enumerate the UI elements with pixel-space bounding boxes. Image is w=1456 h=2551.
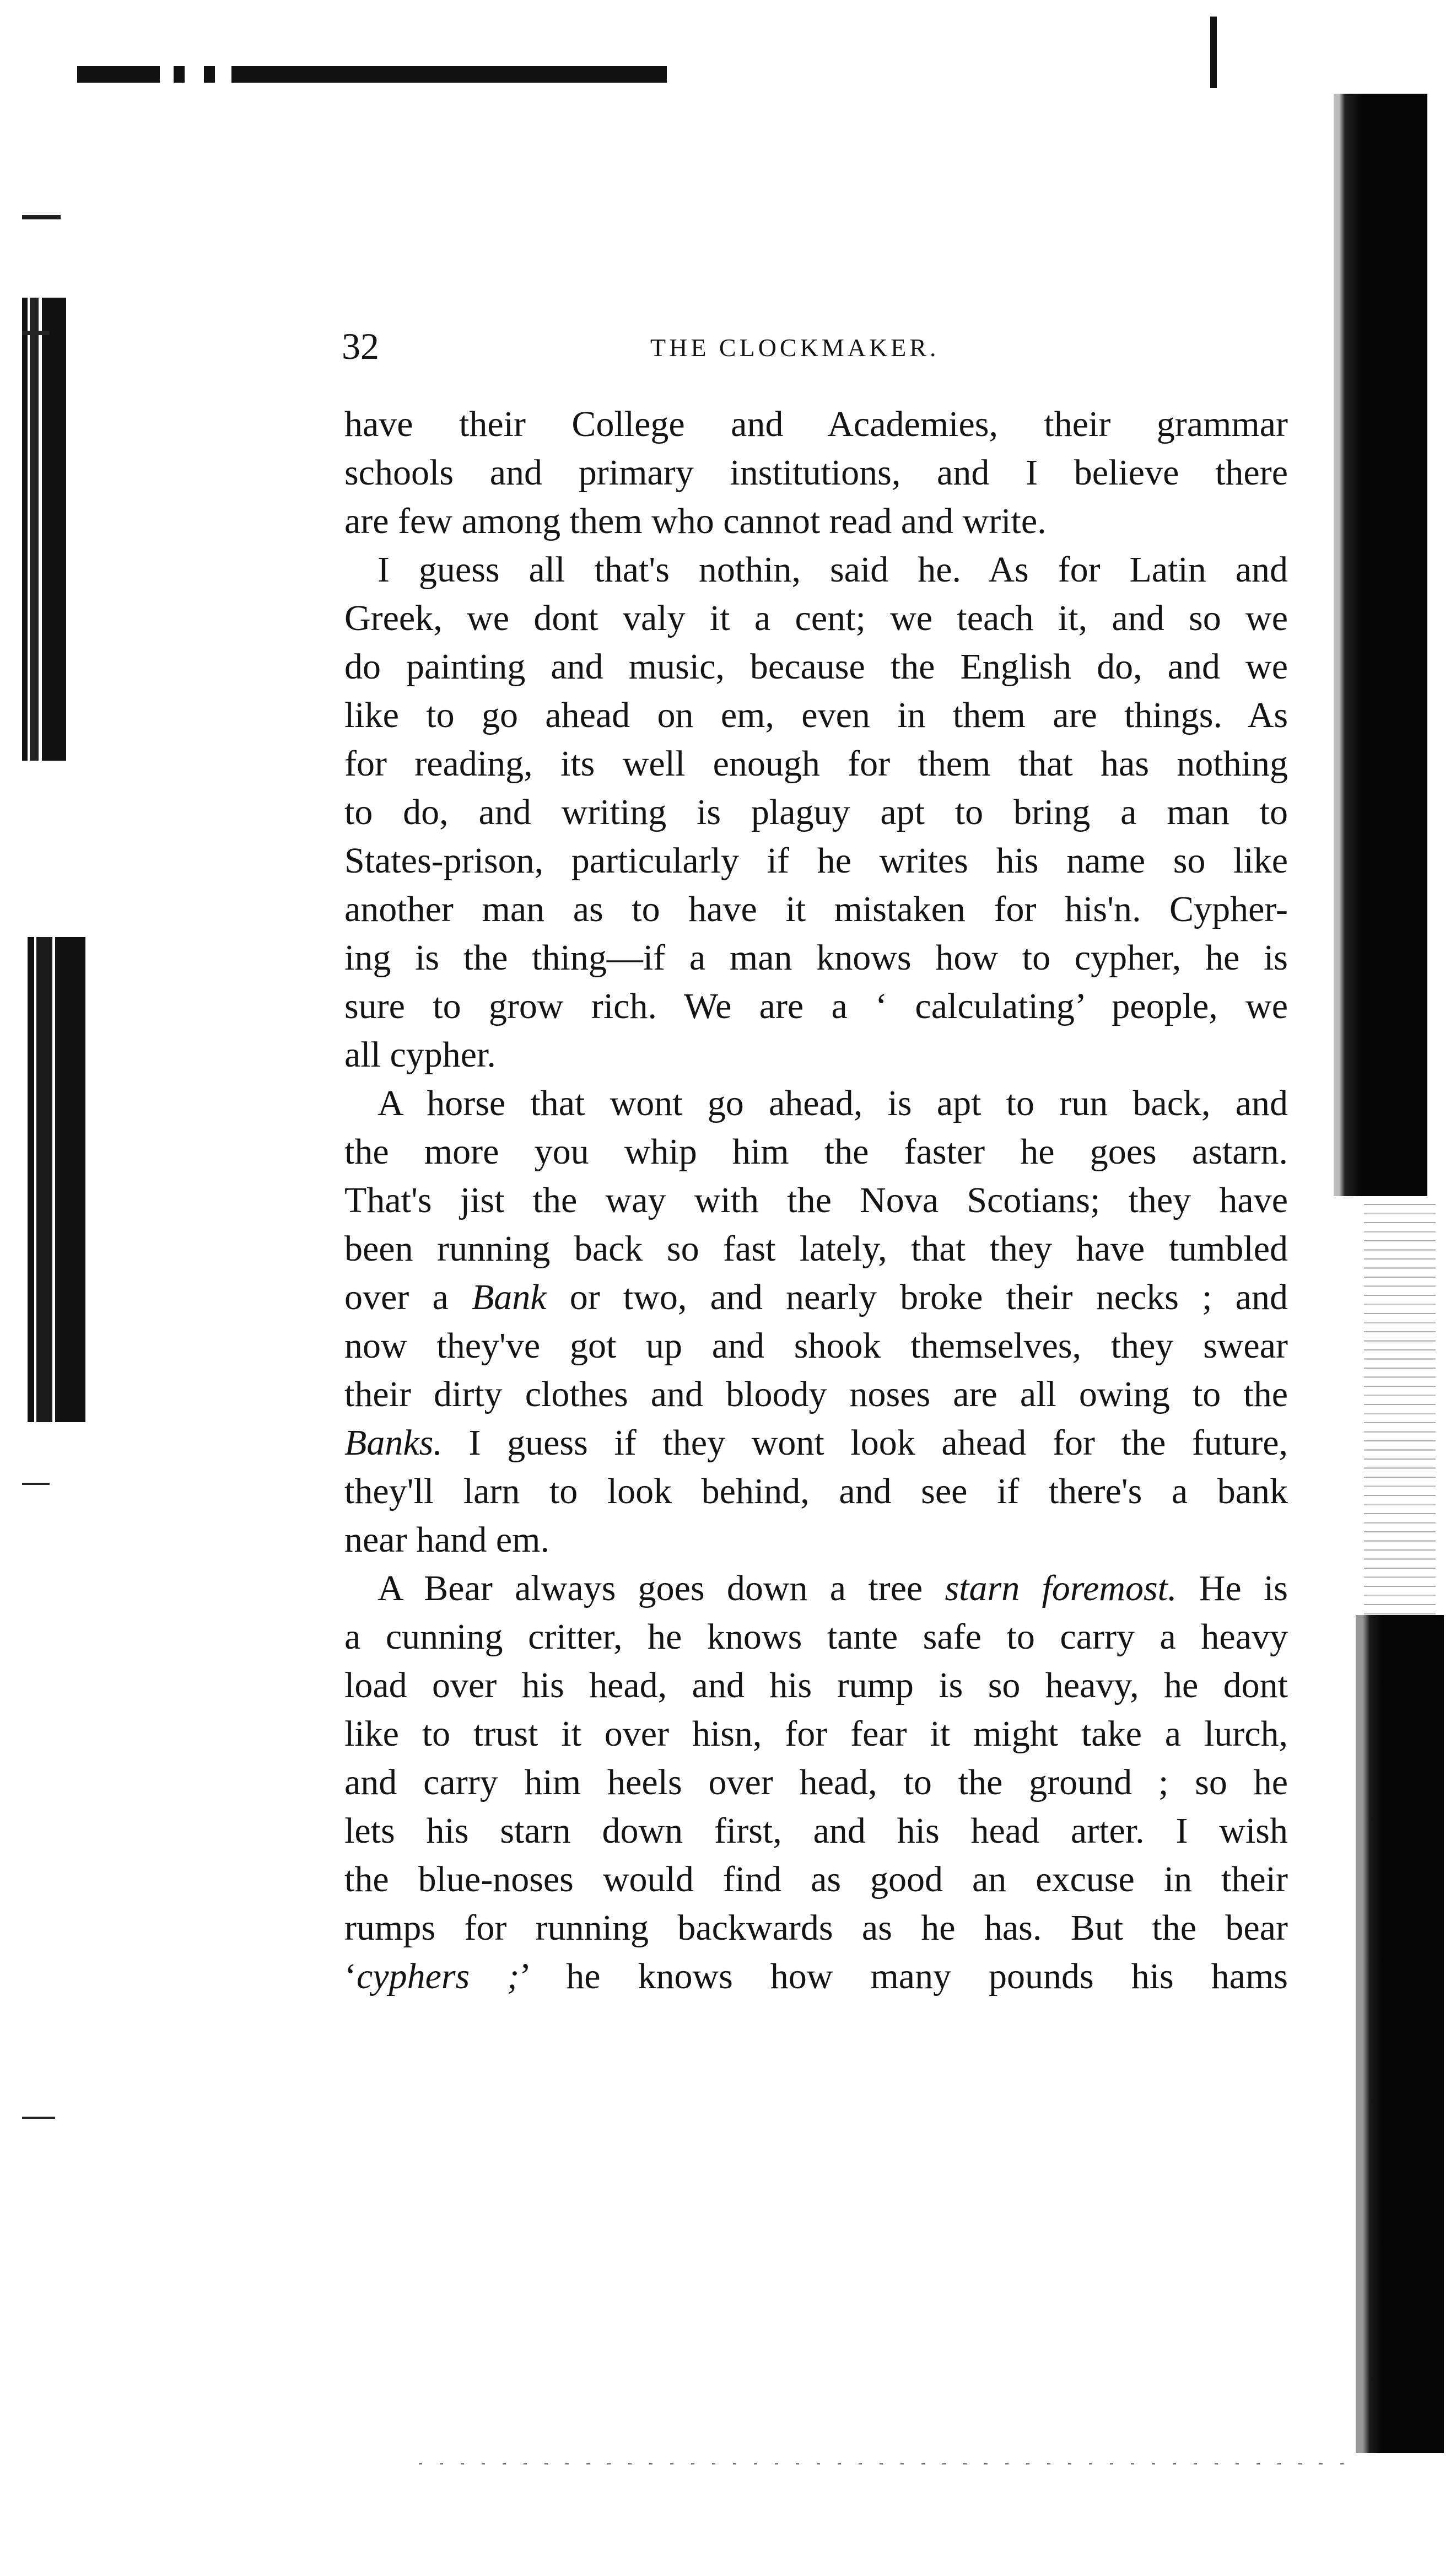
text-line: do painting and music, because the English do, and we xyxy=(344,647,1288,687)
text-line: they'll larn to look behind, and see if there's a bank xyxy=(344,1471,1288,1511)
page-number: 32 xyxy=(342,325,379,367)
text-line: near hand em. xyxy=(344,1520,549,1560)
text-run: He is xyxy=(1177,1568,1288,1608)
text-line: a cunning critter, he knows tante safe to carry a heavy xyxy=(344,1617,1288,1657)
text-line: the blue-noses would find as good an excuse in their xyxy=(344,1859,1288,1899)
scan-mark xyxy=(22,2117,55,2119)
text-line: been running back so fast lately, that they have tumbled xyxy=(344,1229,1288,1269)
text-run: I guess if they wont look ahead for the future, xyxy=(442,1423,1288,1463)
scan-edge-right xyxy=(1356,1615,1444,2453)
italic-text: Bank xyxy=(471,1277,547,1317)
paragraph xyxy=(344,1079,1288,1564)
scan-mark xyxy=(22,215,61,219)
text-line: their dirty clothes and bloody noses are all owing to the xyxy=(344,1374,1288,1414)
text-line: and carry him heels over head, to the ground ; so he xyxy=(344,1762,1288,1802)
scan-mark xyxy=(22,1483,50,1485)
scan-edge-bottom xyxy=(419,2463,1356,2464)
text-run: or two, and nearly broke their necks ; and xyxy=(546,1277,1288,1317)
text-run: over a xyxy=(344,1277,472,1317)
text-line: ing is the thing—if a man knows how to cypher, he is xyxy=(344,938,1288,978)
text-line: have their College and Academies, their grammar xyxy=(344,404,1288,444)
text-line xyxy=(344,1564,1288,1613)
text-line: That's jist the way with the Nova Scotians; they have xyxy=(344,1180,1288,1220)
scan-edge-top xyxy=(77,66,667,83)
scan-mark xyxy=(1210,17,1217,88)
text-line: the more you whip him the faster he goes astarn. xyxy=(344,1132,1288,1172)
italic-text: starn foremost. xyxy=(945,1568,1177,1608)
text-line: another man as to have it mistaken for his'n. Cypher- xyxy=(344,889,1288,929)
scan-edge-right xyxy=(1334,94,1427,1196)
text-line: rumps for running backwards as he has. But the bear xyxy=(344,1908,1288,1948)
text-line: to do, and writing is plaguy apt to bring a man to xyxy=(344,792,1288,832)
italic-text: Banks. xyxy=(344,1423,443,1463)
text-line: schools and primary institutions, and I believe there xyxy=(344,453,1288,493)
paragraph xyxy=(344,546,1288,1079)
text-line: sure to grow rich. We are a ‘ calculating’ people, we xyxy=(344,986,1288,1026)
text-run: A Bear always goes down a tree xyxy=(378,1568,945,1608)
text-line: A horse that wont go ahead, is apt to run back, and xyxy=(378,1083,1288,1123)
page-header xyxy=(342,324,1279,368)
text-line xyxy=(344,1952,1288,2001)
running-head: THE CLOCKMAKER. xyxy=(650,333,940,362)
paragraph xyxy=(344,400,1288,546)
scan-edge-right xyxy=(1364,1196,1436,1626)
text-line: all cypher. xyxy=(344,1035,496,1075)
scan-edge-left xyxy=(22,298,66,761)
body-text xyxy=(344,400,1288,2001)
scan-edge-left xyxy=(28,937,85,1422)
text-line: lets his starn down first, and his head arter. I wish xyxy=(344,1811,1288,1851)
scan-mark xyxy=(22,331,50,335)
text-run: ’ he knows how many pounds his hams xyxy=(519,1956,1288,1996)
text-line: I guess all that's nothin, said he. As for Latin and xyxy=(378,550,1288,590)
text-line: States-prison, particularly if he writes his name so like xyxy=(344,841,1288,881)
text-line: are few among them who cannot read and write. xyxy=(344,501,1047,541)
text-run: ‘ xyxy=(344,1956,357,1996)
italic-text: cyphers ; xyxy=(356,1956,520,1996)
text-line: load over his head, and his rump is so heavy, he dont xyxy=(344,1665,1288,1705)
text-line xyxy=(344,1273,1288,1322)
paragraph xyxy=(344,1564,1288,2001)
text-line: for reading, its well enough for them that has nothing xyxy=(344,744,1288,784)
text-line: Greek, we dont valy it a cent; we teach it, and so we xyxy=(344,598,1288,638)
text-line: like to go ahead on em, even in them are things. As xyxy=(344,695,1288,735)
text-line xyxy=(344,1419,1288,1467)
text-line: now they've got up and shook themselves, they swear xyxy=(344,1326,1288,1366)
text-line: like to trust it over hisn, for fear it might take a lurch, xyxy=(344,1714,1288,1754)
